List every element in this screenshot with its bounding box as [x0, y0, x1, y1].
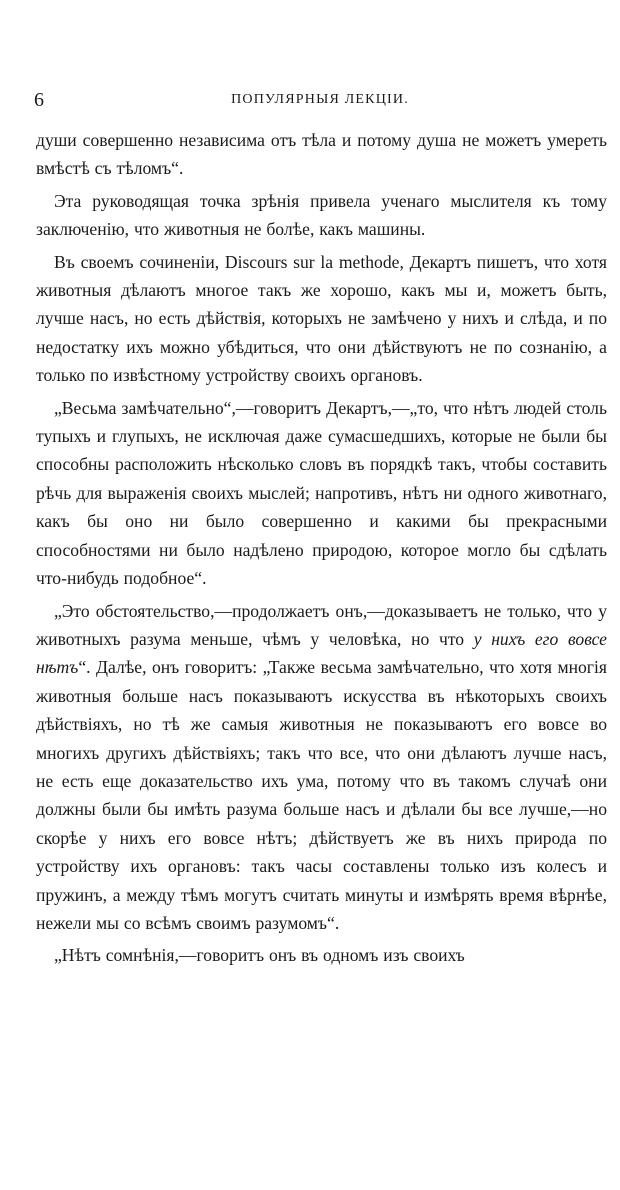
running-head — [34, 88, 606, 112]
paragraph-1: души совершенно независима отъ тѣла и потому душа не можетъ умереть вмѣстѣ съ тѣломъ“. — [36, 130, 607, 179]
running-title: ПОПУЛЯРНЫЯ ЛЕКЦІИ. — [231, 92, 409, 107]
paragraph-2: Эта руководящая точка зрѣнія привела ученаго мыслителя къ тому заключенію, что животныя не болѣе, какъ машины. — [36, 190, 607, 240]
paragraph-5-text-before: „Это обстоятельство,—продолжаетъ онъ,—доказываетъ не только, что у животныхъ разума меньше, чѣмъ у человѣка, но что — [36, 600, 607, 649]
paragraph-5 — [36, 597, 607, 938]
paragraph-5-emphasis: у нихъ его вовсе нѣтъ — [36, 628, 607, 678]
paragraph-3: Въ своемъ сочиненіи, Discours sur la methode, Декартъ пишетъ, что хотя животныя дѣлаютъ многое такъ же хорошо, какъ мы и, можетъ быть, лучше насъ, но есть дѣйствія, которыхъ не замѣчено у нихъ и слѣда, и по недостатку ихъ можно убѣдиться, что они дѣйствуютъ не по сознанію, а только по извѣстному устройству своихъ органовъ. — [36, 251, 607, 386]
body-text — [36, 126, 607, 974]
paragraph-5-text-after: “. Далѣе, онъ говоритъ: „Также весьма замѣчательно, что хотя многія животныя больше насъ показываютъ искусства въ нѣкоторыхъ своихъ дѣйствіяхъ, но тѣ же самыя животныя не показываютъ его вовсе во многихъ другихъ дѣйствіяхъ; такъ что все, что они дѣлаютъ лучше насъ, не есть еще доказательство ихъ ума, потому что въ такомъ случаѣ они должны были бы имѣть разума больше насъ и дѣлали бы все лучше,—но скорѣе у нихъ его вовсе нѣтъ; дѣйствуетъ же въ нихъ природа по устройству ихъ органовъ: такъ часы составлены только изъ колесъ и пружинъ, а между тѣмъ могутъ считать минуты и измѣрять время вѣрнѣе, нежели мы со всѣмъ своимъ разумомъ“. — [36, 657, 607, 933]
paragraph-4: „Весьма замѣчательно“,—говоритъ Декартъ,—„то, что нѣтъ людей столь тупыхъ и глупыхъ, не исключая даже сумасшедшихъ, которые не были бы способны расположить нѣсколько словъ въ порядкѣ такъ, чтобы составить рѣчь для выраженія своихъ мыслей; напротивъ, нѣтъ ни одного животнаго, какъ бы оно ни было совершенно и какими бы прекрасными способностями ни было надѣлено природою, которое могло бы сдѣлать что-нибудь подобное“. — [36, 397, 607, 589]
page-number: 6 — [34, 89, 44, 111]
paragraph-6: „Нѣтъ сомнѣнія,—говоритъ онъ въ одномъ изъ своихъ — [54, 945, 465, 966]
